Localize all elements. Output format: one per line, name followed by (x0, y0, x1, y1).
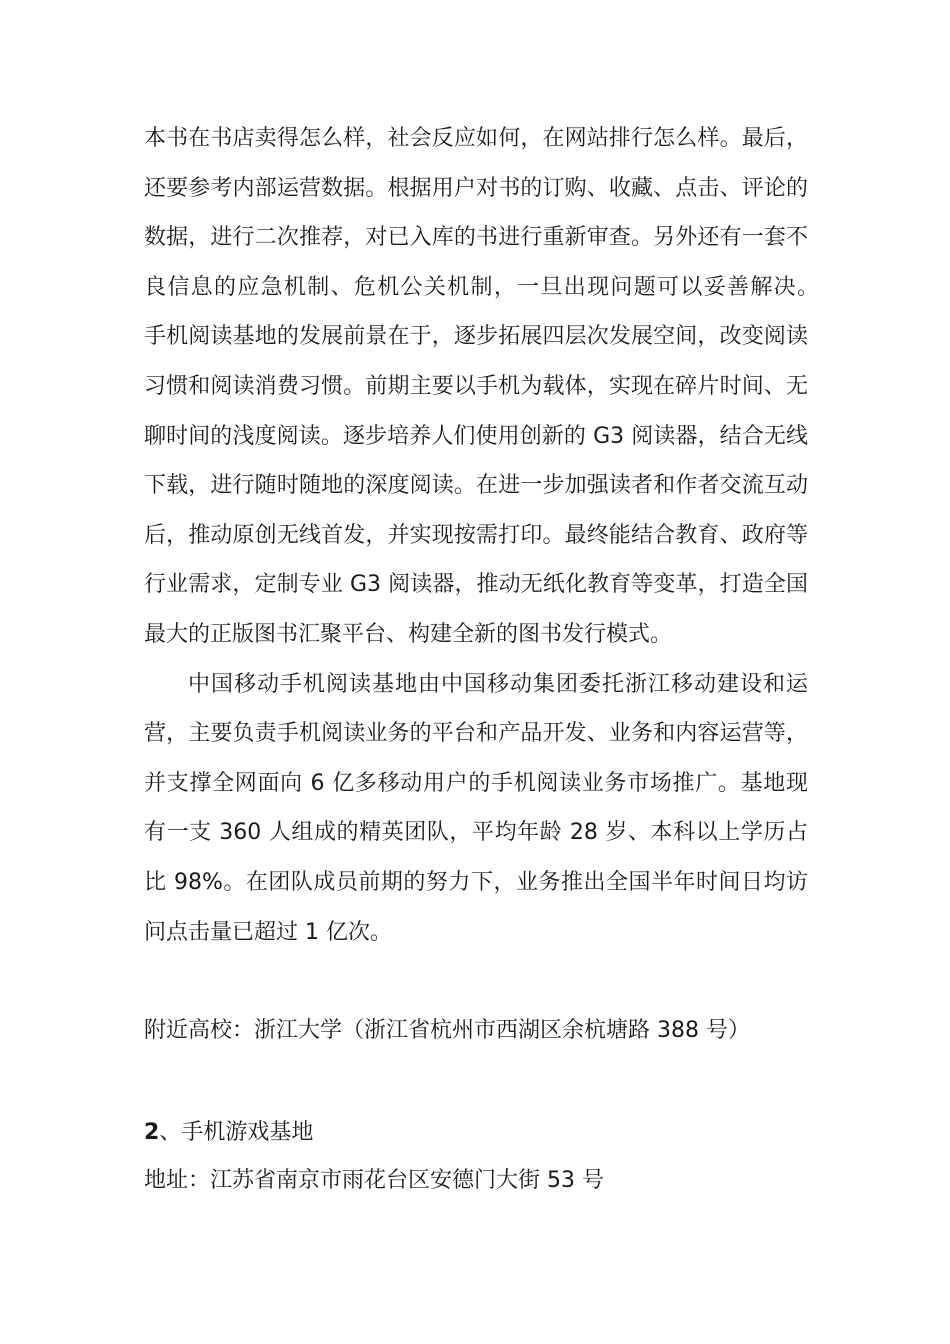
paragraph-reading-base-outlook: 本书在书店卖得怎么样，社会反应如何，在网站排行怎么样。最后，还要参考内部运营数据。根据用户对书的订购、收藏、点击、评论的数据，进行二次推荐，对已入库的书进行重新审查。另外还有一套不良信息的应急机制、危机公关机制，一旦出现问题可以妥善解决。 手机阅读基地的发展前景在于，逐步拓展四层次发展空间，改变阅读习惯和阅读消费习惯。前期主要以手机为载体，实现在碎片时间、无聊时间的浅度阅读。逐步培养人们使用创新的 G3 阅读器，结合无线下载，进行随时随地的深度阅读。在进一步加强读者和作者交流互动后，推动原创无线首发，并实现按需打印。最终能结合教育、政府等行业需求，定制专业 G3 阅读器，推动无纸化教育等变革，打造全国最大的正版图书汇聚平台、构建全新的图书发行模式。 (144, 126, 831, 647)
address-line: 地址：江苏省南京市雨花台区安德门大街 53 号 (144, 1168, 604, 1193)
section-number: 2 (144, 1120, 160, 1145)
section-heading (144, 1118, 808, 1148)
section-title: 、手机游戏基地 (159, 1120, 314, 1145)
body-text (144, 114, 831, 957)
nearby-university: 附近高校：浙江大学（浙江省杭州市西湖区余杭塘路 388 号） (144, 1018, 750, 1043)
paragraph-reading-base-intro: 中国移动手机阅读基地由中国移动集团委托浙江移动建设和运营，主要负责手机阅读业务的平台和产品开发、业务和内容运营等，并支撑全网面向 6 亿多移动用户的手机阅读业务市场推广。基地现有一支 360 人组成的精英团队，平均年龄 28 岁、本科以上学历占比 98%。在团队成员前期的努力下，业务推出全国半年时间日均访问点击量已超过 1 亿次。 (144, 671, 808, 945)
